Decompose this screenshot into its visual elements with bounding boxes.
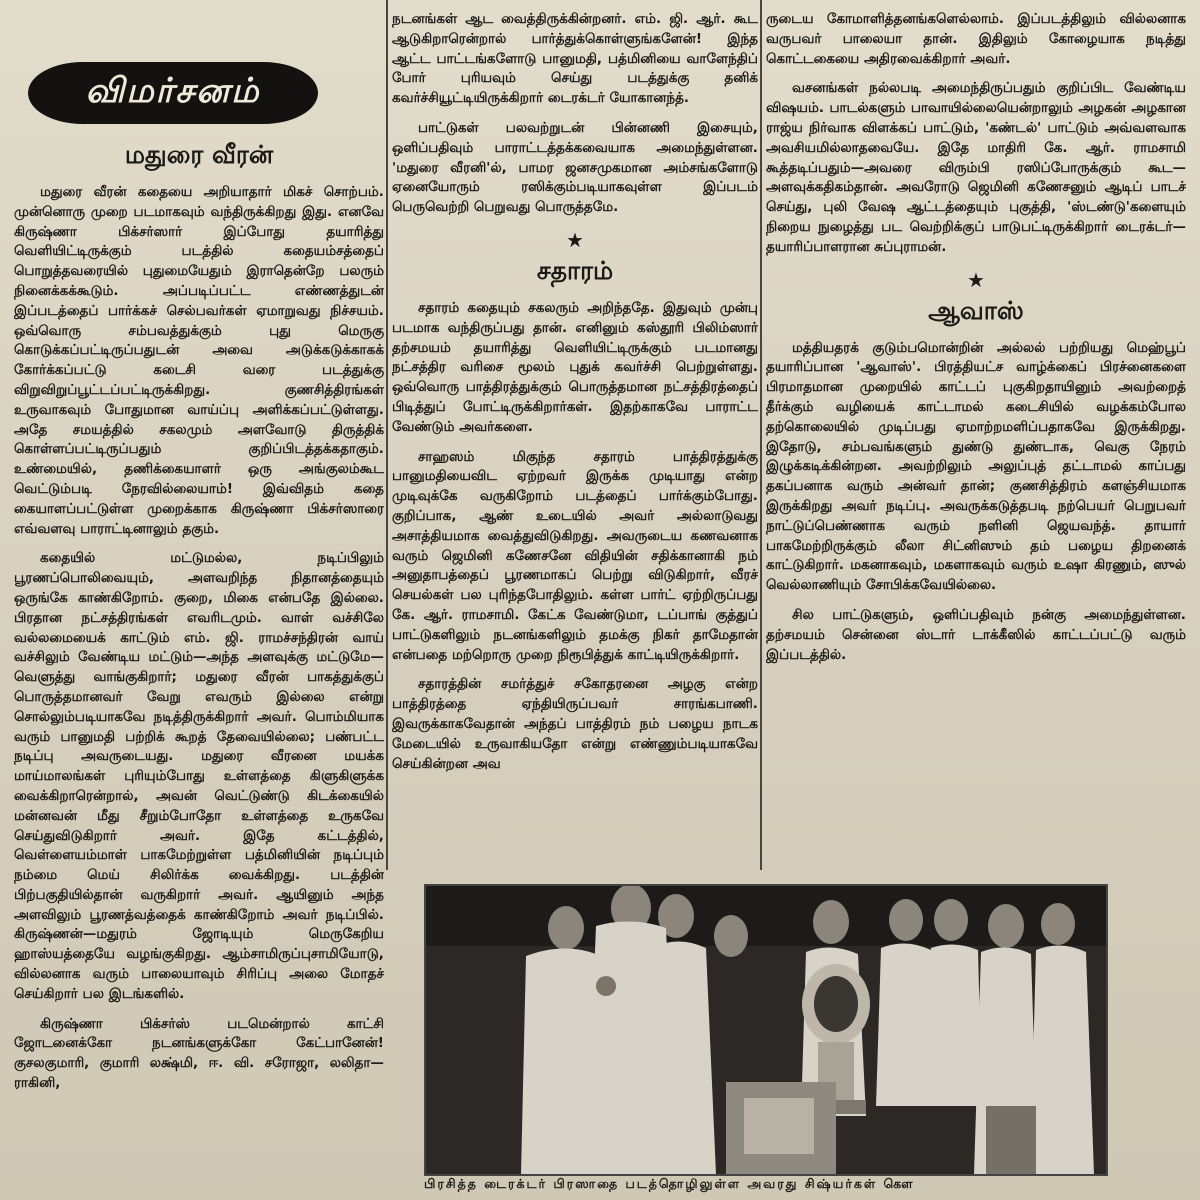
photo-caption: பிரசித்த டைரக்டர் பிரஸாதை படத்தொழிலுள்ள அவரது சிஷ்யர்கள் கௌ	[424, 1176, 915, 1191]
review-paragraph: மதுரை வீரன் கதையை அறியாதார் மிகச் சொற்பம். முன்னொரு முறை படமாகவும் வந்திருக்கிறது இது. எனவே கிருஷ்ணா பிக்சர்ஸார் இப்போது தயாரித்து வெளியிட்டிருக்கும் படத்தில் கதையம்சத்தைப் பொறுத்தவரையில் புதுமையேதும் இராதென்றே பலரும் நினைக்கக்கூடும். அப்படிப்பட்ட எண்ணத்துடன் இப்படத்தைப் பார்க்கச் செல்பவர்கள் ஏமாறுவது நிச்சயம். ஒவ்வொரு சம்பவத்துக்கும் புது மெருகு கொடுக்கப்பட்டிருப்பதுடன் அவை அடுக்கடுக்காகக் கோர்க்கப்பட்டு கடைசி வரை படத்துக்கு விறுவிறுப்பூட்டப்பட்டிருக்கிறது. குணசித்திரங்கள் உருவாகவும் போதுமான வாய்ப்பு அளிக்கப்பட்டுள்ளது. அதே சமயத்தில் சகலமும் அளவோடு திருத்திக் கொள்ளப்பட்டிருப்பதும் குறிப்பிடத்தக்கதாகும். உண்மையில், தணிக்கையாளர் ஒரு அங்குலம்கூட வெட்டும்படி நேரவில்லையாம்! இவ்விதம் கதை கையாளப்பட்டுள்ள முறைக்காக கிருஷ்ணா பிக்சர்ஸாரை எவ்வளவு பாராட்டினாலும் தகும்.	[14, 185, 384, 537]
review-paragraph: வசனங்கள் நல்லபடி அமைந்திருப்பதும் குறிப்பிட வேண்டிய விஷயம். பாடல்களும் பாவாயில்லையென்றாலும் அழகன் அழகான ராஜ்ய நிர்வாக விளக்கப் பாட்டும், 'கண்டல்' பாட்டும் அவ்வளவாக அவசியமில்லாதவையே. இதே மாதிரி கே. ஆர். ராமசாமி கூத்தடிப்பதும்—அவரை விரும்பி ரஸிப்போருக்கும் கூட—அளவுக்கதிகம்தான். அவரோடு ஜெமினி கணேசனும் ஆடிப் பாடச் செய்து, புலி வேஷ ஆட்டத்தையும் புகுத்தி, 'ஸ்டண்டு'களையும் நிறைய நுழைத்து பட வெற்றிக்குப் பாடுபட்டிருக்கிறார் டைரக்டர்—தயாரிப்பாளரான சுப்புராமன்.	[766, 81, 1186, 255]
review-title-madurai-veeran: மதுரை வீரன்	[124, 140, 274, 169]
review-paragraph: சில பாட்டுகளும், ஒளிப்பதிவும் நன்கு அமைந்துள்ளன. தற்சமயம் சென்னை ஸ்டார் டாக்கீஸில் காட்டப்பட்டு வரும் இப்படத்தில்.	[766, 607, 1186, 663]
review-paragraph: நடனங்கள் ஆட வைத்திருக்கின்றனர். எம். ஜி. ஆர். கூட ஆடுகிறாரென்றால் பார்த்துக்கொள்ளுங்களேன்! இந்த ஆட்ட பாட்டங்களோடு பானுமதி, பத்மினியை வாளேந்திப் போர் புரியவும் செய்து படத்துக்கு தனிக் கவர்ச்சியூட்டியிருக்கிறார் டைரக்டர் யோகானந்த்.	[392, 12, 758, 107]
news-photograph	[424, 884, 1108, 1176]
photograph-illustration	[426, 886, 1106, 1174]
section-banner	[28, 62, 318, 124]
column-left	[14, 0, 384, 1200]
review-paragraph: மத்தியதரக் குடும்பமொன்றின் அல்லல் பற்றியது மெஹ்பூப் தயாரிப்பான 'ஆவாஸ்'. பிரத்தியட்ச வாழ்க்கைப் பிரச்னைகளை பிரமாதமான முறையில் காட்டப் புகுகிறதாயினும் அவற்றைத் தீர்க்கும் வழியைக் காட்டாமல் கடைசியில் வழக்கம்போல தற்கொலையில் முடிப்பது ஏமாற்றமளிப்பதாகவே இருக்கிறது. இதோடு, சம்பவங்களும் துண்டு துண்டாக, வெகு நேரம் இழுக்கடிக்கின்றன. அவற்றிலும் அலுப்புத் தட்டாமல் காப்பது தகப்பனாக வரும் அன்வர் தான்; குணசித்திரம் களஞ்சியமாக இருக்கிறது அவர் நடிப்பு. அவருக்கடுத்தபடி நற்பெயர் பெறுபவர் நாட்டுப்பெண்ணாக வரும் நளினி ஜெயவந்த். தாயார் பாகமேற்றிருக்கும் லீலா சிட்னிஸும் தம் பழைய திறனைக் காட்டுகிறார். மகனாகவும், மகளாகவும் வரும் உஷா கிரணும், ஸுல் வெல்லாணியும் சோபிக்கவேயில்லை.	[766, 340, 1186, 594]
section-divider-star: ★	[566, 227, 584, 252]
section-banner-label: விமர்சனம்	[85, 71, 261, 111]
column-rule	[386, 0, 388, 870]
review-title-sadharam: சதாரம்	[536, 255, 614, 285]
column-rule	[760, 0, 762, 870]
review-paragraph: ருடைய கோமாளித்தனங்களெல்லாம். இப்படத்திலும் வில்லனாக வருபவர் பாலையா தான். இதிலும் கோழையாக நடித்து கொட்டகையை அதிரவைக்கிறார் அவர்.	[766, 12, 1186, 67]
review-paragraph: கதையில் மட்டுமல்ல, நடிப்பிலும் பூரணப்பொலிவையும், அளவறிந்த நிதானத்தையும் ஒருங்கே காண்கிறோம். குறை, மிகை என்பதே இல்லை. பிரதான நட்சத்திரங்கள் எவரிடமும். வாள் வச்சிலே வல்லமையைக் காட்டும் எம். ஜி. ராமச்சந்திரன் வாய் வச்சிலும் வேண்டிய மட்டும்—அந்த அளவுக்கு மட்டுமே—வெளுத்து வாங்குகிறார்; மதுரை வீரன் பாகத்துக்குப் பொருத்தமானவர் வேறு எவரும் இல்லை என்று சொல்லும்படியாகவே நடித்திருக்கிறார் அவர். பொம்மியாக வரும் பானுமதி பற்றிக் கூறத் தேவையில்லை; பண்பட்ட நடிப்பு அவருடையது. மதுரை வீரனை மயக்க மாய்மாலங்கள் புரியும்போது உள்ளத்தை கிளுகிளுக்க வைக்கிறாரென்றால், அவன் வெட்டுண்டு கிடக்கையில் மன்னவன் மீது சீறும்போதோ உள்ளத்தை உருகவே செய்துவிடுகிறார் அவர். இதே கட்டத்தில், வெள்ளையம்மாள் பாகமேற்றுள்ள பத்மினியின் நடிப்பும் நம்மை மெய் சிலிர்க்க வைக்கிறது. படத்தின் பிற்பகுதியில்தான் வருகிறார் அவர். ஆயினும் அந்த அளவிலும் பூரணத்வத்தைக் காண்கிறோம் அவர் நடிப்பில். கிருஷ்ணன்—மதுரம் ஜோடியும் மெருகேறிய ஹாஸ்யத்தையே வழங்குகிறது. ஆம்சாமிருப்புசாமியோடு, வில்லனாக வரும் பாலையாவும் சிரிப்பு அலை மோதச் செய்கிறார் பல இடங்களில்.	[14, 551, 384, 1002]
review-paragraph: சதாரத்தின் சமர்த்துச் சகோதரனை அழகு என்ற பாத்திரத்தை ஏந்தியிருப்பவர் சாரங்கபாணி. இவருக்காகவேதான் அந்தப் பாத்திரம் நம் பழைய நாடக மேடையில் உருவாகியதோ என்று எண்ணும்படியாகவே செய்கின்றன அவ	[392, 677, 758, 772]
review-paragraph: கிருஷ்ணா பிக்சர்ஸ் படமென்றால் காட்சி ஜோடனைக்கோ நடனங்களுக்கோ கேட்பானேன்! குசலகுமாரி, குமாரி லக்ஷ்மி, ஈ. வி. சரோஜா, லலிதா—ராகினி,	[14, 1016, 384, 1092]
review-title-aavaas: ஆவாஸ்	[928, 295, 1024, 325]
review-paragraph: பாட்டுகள் பலவற்றுடன் பின்னணி இசையும், ஒளிப்பதிவும் பாராட்டத்தக்கவையாக அமைந்துள்ளன. 'மதுரை வீரனி'ல், பாமர ஜனசமுகமான அம்சங்களோடு ஏனையோரும் ரஸிக்கும்படியாகவுள்ள இப்படம் பெருவெற்றி பெறுவது பொருத்தமே.	[392, 120, 758, 216]
review-paragraph: சதாரம் கதையும் சகலரும் அறிந்ததே. இதுவும் முன்பு படமாக வந்திருப்பது தான். எனினும் கஸ்தூரி பிலிம்ஸார் தற்சமயம் தயாரித்து வெளியிட்டிருக்கும் படமானது நட்சத்திர வரிசை மூலம் புதுக் கவர்ச்சி பெற்றுள்ளது. ஒவ்வொரு பாத்திரத்துக்கும் பொருத்தமான நட்சத்திரத்தைப் பிடித்துப் போட்டிருக்கிறார்கள். இதற்காகவே பாராட்ட வேண்டும் அவர்களை.	[392, 300, 758, 435]
section-divider-star: ★	[967, 267, 985, 292]
review-paragraph: சாஹஸம் மிகுந்த சதாரம் பாத்திரத்துக்கு பானுமதியைவிட ஏற்றவர் இருக்க முடியாது என்ற முடிவுக்கே வருகிறோம் படத்தைப் பார்க்கும்போது. குறிப்பாக, ஆண் உடையில் அவர் அல்லாடுவது அசாத்தியமாக வைத்துவிடுகிறது. அவருடைய கணவனாக வரும் ஜெமினி கணேசனே விதியின் சதிக்கானாகி நம் அனுதாபத்தைப் பூரணமாகப் பெற்று விடுகிறார், வீரச் செயல்கள் பல புரிந்தபோதிலும். கள்ள பார்ட் ஏற்றிருப்பது கே. ஆர். ராமசாமி. கேட்க வேண்டுமா, டப்பாங் குத்துப் பாட்டுகளிலும் நடனங்களிலும் தமக்கு நிகர் தாமேதான் என்பதை மற்றொரு முறை நிரூபித்துக் காட்டியிருக்கிறார்.	[392, 449, 758, 663]
